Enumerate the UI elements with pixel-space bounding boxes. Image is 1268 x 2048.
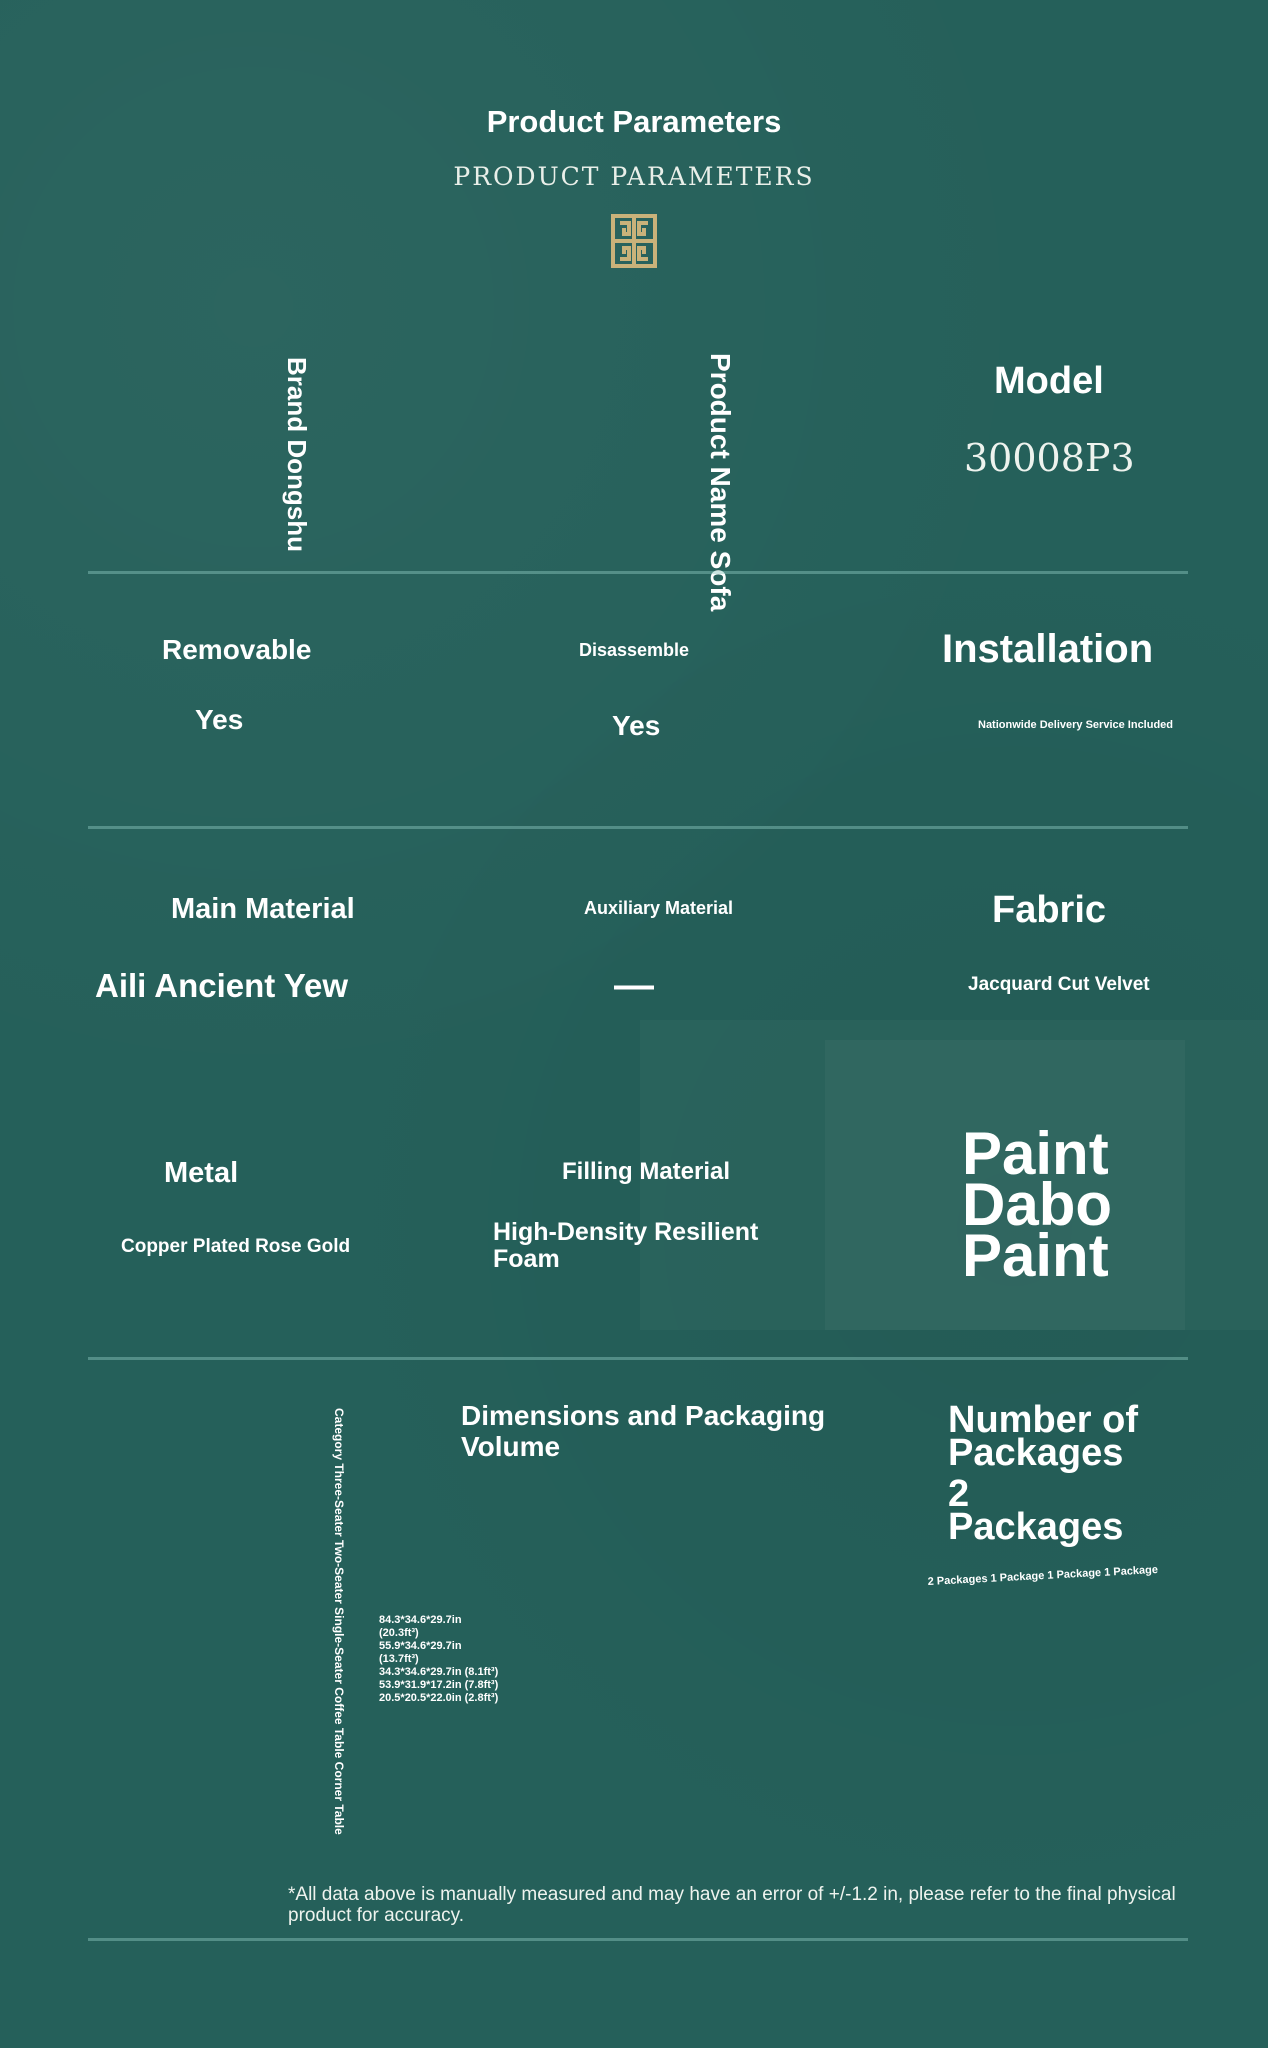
dimensions-label-line: Volume <box>461 1431 561 1462</box>
dimension-item: 53.9*31.9*17.2in (7.8ft³) <box>379 1679 499 1691</box>
paint-line: Paint <box>962 1222 1109 1289</box>
packages-label <box>948 1399 1138 1548</box>
paint-line: Paint <box>962 1120 1109 1187</box>
disclaimer-note <box>288 1884 1176 1926</box>
disassemble-value: Yes <box>612 710 661 741</box>
filling-material-value-line: Foam <box>493 1245 560 1273</box>
installation-label: Installation <box>942 627 1154 671</box>
auxiliary-material-label: Auxiliary Material <box>584 898 734 918</box>
disclaimer-line: product for accuracy. <box>288 1905 465 1926</box>
footer-divider <box>88 1938 1188 1941</box>
product-name-label: Product Name Sofa <box>705 353 736 612</box>
metal-label: Metal <box>164 1157 239 1189</box>
dimension-item: 34.3*34.6*29.7in (8.1ft³) <box>379 1666 499 1678</box>
filling-material-value <box>493 1219 758 1273</box>
packages-breakdown: 2 Packages 1 Package 1 Package 1 Package <box>927 1563 1159 1588</box>
row-divider <box>88 1357 1188 1360</box>
packages-value-line: Packages <box>948 1506 1124 1548</box>
fabric-label: Fabric <box>992 889 1107 931</box>
metal-value: Copper Plated Rose Gold <box>121 1236 351 1257</box>
fabric-value: Jacquard Cut Velvet <box>968 974 1150 995</box>
dimensions-label-line: Dimensions and Packaging <box>461 1400 826 1431</box>
packages-label-line: Packages <box>948 1432 1124 1474</box>
page-title: Product Parameters <box>486 104 782 139</box>
greek-key-ornament-icon <box>611 214 657 268</box>
brand-label: Brand Dongshu <box>282 357 312 552</box>
dimension-item: (13.7ft³) <box>379 1653 419 1665</box>
dimension-item: 20.5*20.5*22.0in (2.8ft³) <box>379 1692 499 1704</box>
removable-value: Yes <box>195 704 244 735</box>
model-value: 30008P3 <box>964 436 1135 480</box>
disclaimer-line: *All data above is manually measured and may have an error of +/-1.2 in, please refer to the final physical <box>288 1884 1176 1905</box>
main-material-value: Aili Ancient Yew <box>95 967 349 1004</box>
dimensions-label <box>461 1400 825 1462</box>
dimension-item: 55.9*34.6*29.7in <box>379 1640 462 1652</box>
filling-material-value-line: High-Density Resilient <box>493 1218 759 1246</box>
packages-label-line: Number of <box>948 1399 1138 1441</box>
row-divider <box>88 571 1188 574</box>
disassemble-label: Disassemble <box>579 640 690 660</box>
dimensions-list <box>379 1614 498 1705</box>
removable-label: Removable <box>162 634 312 665</box>
filling-material-label: Filling Material <box>562 1158 731 1185</box>
model-label: Model <box>994 360 1104 402</box>
page-subtitle: PRODUCT PARAMETERS <box>453 162 815 191</box>
main-material-label: Main Material <box>171 893 355 925</box>
installation-value: Nationwide Delivery Service Included <box>978 719 1174 731</box>
paint-value <box>962 1120 1112 1289</box>
packages-value-line: 2 <box>948 1473 970 1515</box>
category-label: Category Three-Seater Two-Seater Single-Seater Coffee Table Corner Table <box>332 1408 346 1835</box>
paint-line: Dabo <box>962 1171 1112 1238</box>
dimension-item: 84.3*34.6*29.7in <box>379 1614 462 1626</box>
dimension-item: (20.3ft³) <box>379 1627 419 1639</box>
row-divider <box>88 826 1188 829</box>
auxiliary-material-value: — <box>614 963 654 1007</box>
